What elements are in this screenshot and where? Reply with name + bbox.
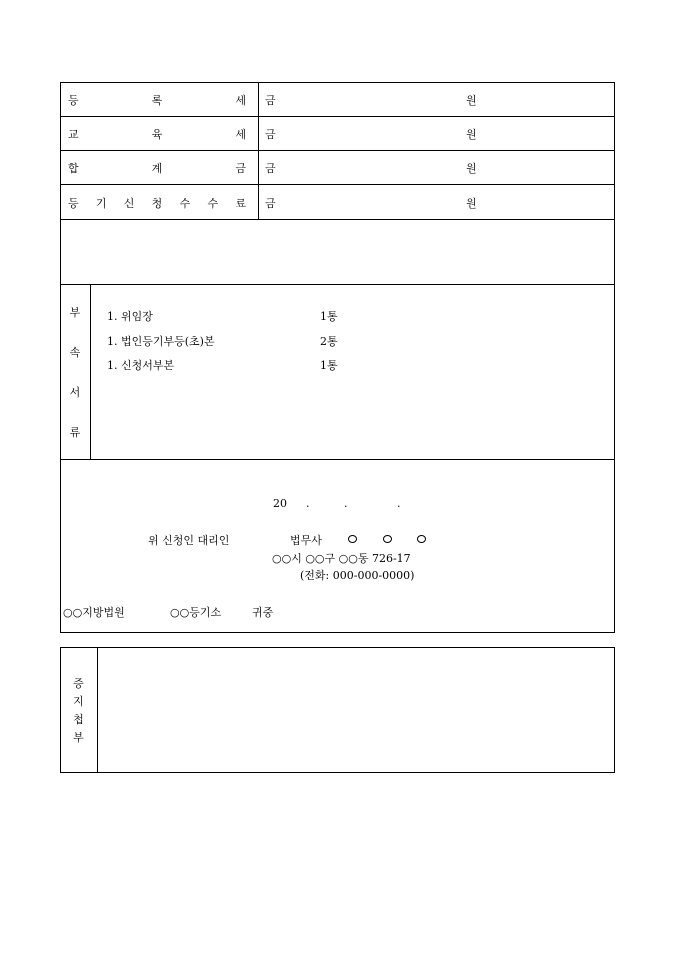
row-divider xyxy=(60,459,615,460)
row-divider xyxy=(60,219,615,220)
row-divider xyxy=(60,116,615,117)
attachment-item-name: 1. 법인등기부등(초)본 xyxy=(107,335,215,348)
fee-prefix: 금 xyxy=(265,94,276,107)
fee-unit: 원 xyxy=(466,162,477,175)
name-circle-icon xyxy=(383,535,392,543)
attachment-item-count: 2통 xyxy=(320,335,338,348)
attachment-item-count: 1통 xyxy=(320,310,338,323)
fee-label-education-tax: 교 육 세 xyxy=(68,128,246,141)
applicant-agent-label: 위 신청인 대리인 xyxy=(148,534,230,547)
stamp-attachment-box xyxy=(60,647,615,773)
column-divider xyxy=(90,284,91,459)
date-separator: . xyxy=(344,497,348,510)
fee-unit: 원 xyxy=(466,94,477,107)
fee-label-total: 합 계 금 xyxy=(68,162,246,175)
fee-prefix: 금 xyxy=(265,197,276,210)
agent-name-placeholder xyxy=(348,533,426,546)
fee-unit: 원 xyxy=(466,128,477,141)
name-circle-icon xyxy=(348,535,357,543)
row-divider xyxy=(60,284,615,285)
row-divider xyxy=(60,150,615,151)
stamp-attachment-label: 증 지 첩 부 xyxy=(73,677,84,744)
attachments-label: 부 속 서 류 xyxy=(69,306,81,439)
fee-prefix: 금 xyxy=(265,162,276,175)
date-year: 20 xyxy=(273,497,287,510)
fee-prefix: 금 xyxy=(265,128,276,141)
fee-unit: 원 xyxy=(466,197,477,210)
agent-title: 법무사 xyxy=(290,534,322,547)
attachment-item-count: 1통 xyxy=(320,359,338,372)
court-name: ○○지방법원 xyxy=(63,606,125,619)
column-divider xyxy=(258,82,259,219)
attachment-item-name: 1. 신청서부본 xyxy=(107,359,175,372)
row-divider xyxy=(60,184,615,185)
date-separator: . xyxy=(306,497,310,510)
agent-address: ○○시 ○○구 ○○동 726-17 xyxy=(272,552,411,565)
addressee: 귀중 xyxy=(252,606,274,619)
column-divider xyxy=(97,647,98,773)
fee-label-filing-fee: 등 기 신 청 수 수 료 xyxy=(68,197,246,210)
fee-label-registration-tax: 등 록 세 xyxy=(68,94,246,107)
attachment-item-name: 1. 위임장 xyxy=(107,310,153,323)
name-circle-icon xyxy=(417,535,426,543)
agent-phone: (전화: 000-000-0000) xyxy=(300,569,415,582)
registry-name: ○○등기소 xyxy=(170,606,222,619)
date-separator: . xyxy=(397,497,401,510)
